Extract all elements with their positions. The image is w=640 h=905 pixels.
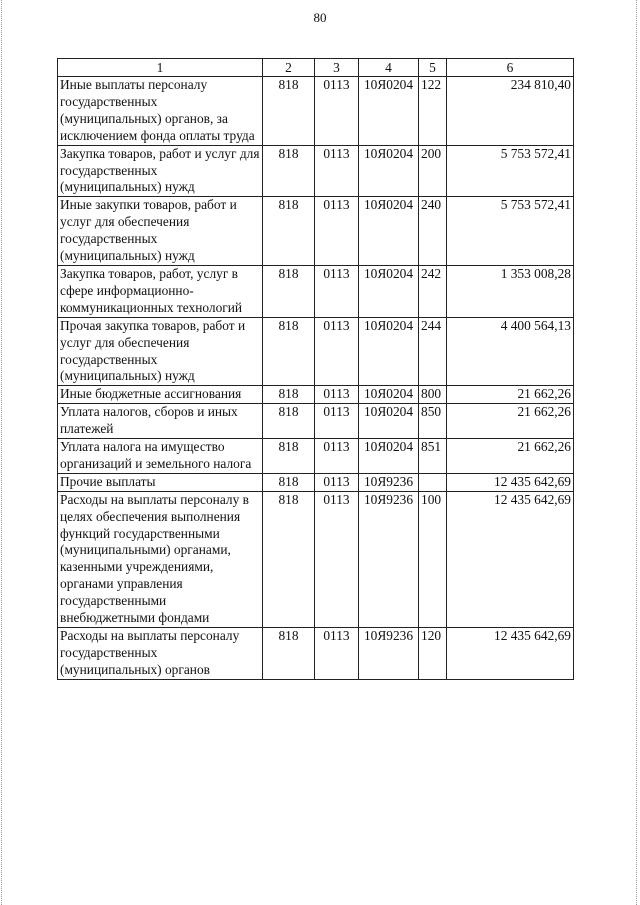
section-code: 0113 xyxy=(315,317,359,386)
ministry-code: 818 xyxy=(263,439,315,474)
amount: 234 810,40 xyxy=(447,77,574,146)
expense-type-code: 240 xyxy=(419,197,447,266)
expense-name: Иные бюджетные ассигнования xyxy=(58,386,263,404)
expense-name: Уплата налога на имущество организаций и земельного налога xyxy=(58,439,263,474)
amount: 4 400 564,13 xyxy=(447,317,574,386)
table-header-row xyxy=(58,59,574,77)
expense-name: Иные выплаты персоналу государственных (муниципальных) органов, за исключением фонда оплаты труда xyxy=(58,77,263,146)
amount: 21 662,26 xyxy=(447,386,574,404)
section-code: 0113 xyxy=(315,145,359,197)
expense-type-code: 200 xyxy=(419,145,447,197)
header-col-3: 3 xyxy=(315,59,359,77)
section-code: 0113 xyxy=(315,628,359,680)
target-article-code: 10Я0204 xyxy=(359,265,419,317)
table-row xyxy=(58,386,574,404)
table-row xyxy=(58,628,574,680)
table-row xyxy=(58,77,574,146)
section-code: 0113 xyxy=(315,439,359,474)
header-col-4: 4 xyxy=(359,59,419,77)
section-code: 0113 xyxy=(315,265,359,317)
table-row xyxy=(58,491,574,627)
expense-name: Иные закупки товаров, работ и услуг для обеспечения государственных (муниципальных) нужд xyxy=(58,197,263,266)
target-article-code: 10Я0204 xyxy=(359,386,419,404)
target-article-code: 10Я9236 xyxy=(359,473,419,491)
header-col-1: 1 xyxy=(58,59,263,77)
amount: 5 753 572,41 xyxy=(447,197,574,266)
ministry-code: 818 xyxy=(263,317,315,386)
left-scan-edge xyxy=(1,0,4,905)
expense-name: Прочие выплаты xyxy=(58,473,263,491)
header-col-6: 6 xyxy=(447,59,574,77)
expense-name: Прочая закупка товаров, работ и услуг для обеспечения государственных (муниципальных) нужд xyxy=(58,317,263,386)
header-col-5: 5 xyxy=(419,59,447,77)
expense-name: Закупка товаров, работ, услуг в сфере информационно-коммуникационных технологий xyxy=(58,265,263,317)
ministry-code: 818 xyxy=(263,145,315,197)
section-code: 0113 xyxy=(315,404,359,439)
section-code: 0113 xyxy=(315,197,359,266)
section-code: 0113 xyxy=(315,77,359,146)
target-article-code: 10Я0204 xyxy=(359,197,419,266)
target-article-code: 10Я9236 xyxy=(359,628,419,680)
amount: 12 435 642,69 xyxy=(447,491,574,627)
section-code: 0113 xyxy=(315,491,359,627)
table-row xyxy=(58,265,574,317)
budget-table xyxy=(57,58,574,680)
ministry-code: 818 xyxy=(263,473,315,491)
expense-type-code: 120 xyxy=(419,628,447,680)
table-row xyxy=(58,145,574,197)
target-article-code: 10Я9236 xyxy=(359,491,419,627)
expense-type-code: 122 xyxy=(419,77,447,146)
ministry-code: 818 xyxy=(263,404,315,439)
expense-type-code xyxy=(419,473,447,491)
amount: 21 662,26 xyxy=(447,439,574,474)
target-article-code: 10Я0204 xyxy=(359,439,419,474)
ministry-code: 818 xyxy=(263,628,315,680)
target-article-code: 10Я0204 xyxy=(359,145,419,197)
ministry-code: 818 xyxy=(263,386,315,404)
table-row xyxy=(58,439,574,474)
expense-name: Закупка товаров, работ и услуг для государственных (муниципальных) нужд xyxy=(58,145,263,197)
ministry-code: 818 xyxy=(263,77,315,146)
expense-name: Расходы на выплаты персоналу государственных (муниципальных) органов xyxy=(58,628,263,680)
table-row xyxy=(58,473,574,491)
ministry-code: 818 xyxy=(263,197,315,266)
amount: 12 435 642,69 xyxy=(447,628,574,680)
page-number: 80 xyxy=(313,10,327,25)
amount: 5 753 572,41 xyxy=(447,145,574,197)
expense-type-code: 244 xyxy=(419,317,447,386)
amount: 1 353 008,28 xyxy=(447,265,574,317)
table-row xyxy=(58,404,574,439)
header-col-2: 2 xyxy=(263,59,315,77)
target-article-code: 10Я0204 xyxy=(359,404,419,439)
expense-type-code: 100 xyxy=(419,491,447,627)
expense-type-code: 800 xyxy=(419,386,447,404)
expense-name: Расходы на выплаты персоналу в целях обеспечения выполнения функций государственными (муниципальными) органами, казенными учреждениями, органами управления государственными внебюджетными фондами xyxy=(58,491,263,627)
amount: 12 435 642,69 xyxy=(447,473,574,491)
target-article-code: 10Я0204 xyxy=(359,77,419,146)
target-article-code: 10Я0204 xyxy=(359,317,419,386)
ministry-code: 818 xyxy=(263,265,315,317)
table-row xyxy=(58,317,574,386)
section-code: 0113 xyxy=(315,386,359,404)
right-scan-edge xyxy=(636,0,639,905)
expense-name: Уплата налогов, сборов и иных платежей xyxy=(58,404,263,439)
expense-type-code: 851 xyxy=(419,439,447,474)
amount: 21 662,26 xyxy=(447,404,574,439)
table-row xyxy=(58,197,574,266)
expense-type-code: 242 xyxy=(419,265,447,317)
expense-type-code: 850 xyxy=(419,404,447,439)
section-code: 0113 xyxy=(315,473,359,491)
ministry-code: 818 xyxy=(263,491,315,627)
